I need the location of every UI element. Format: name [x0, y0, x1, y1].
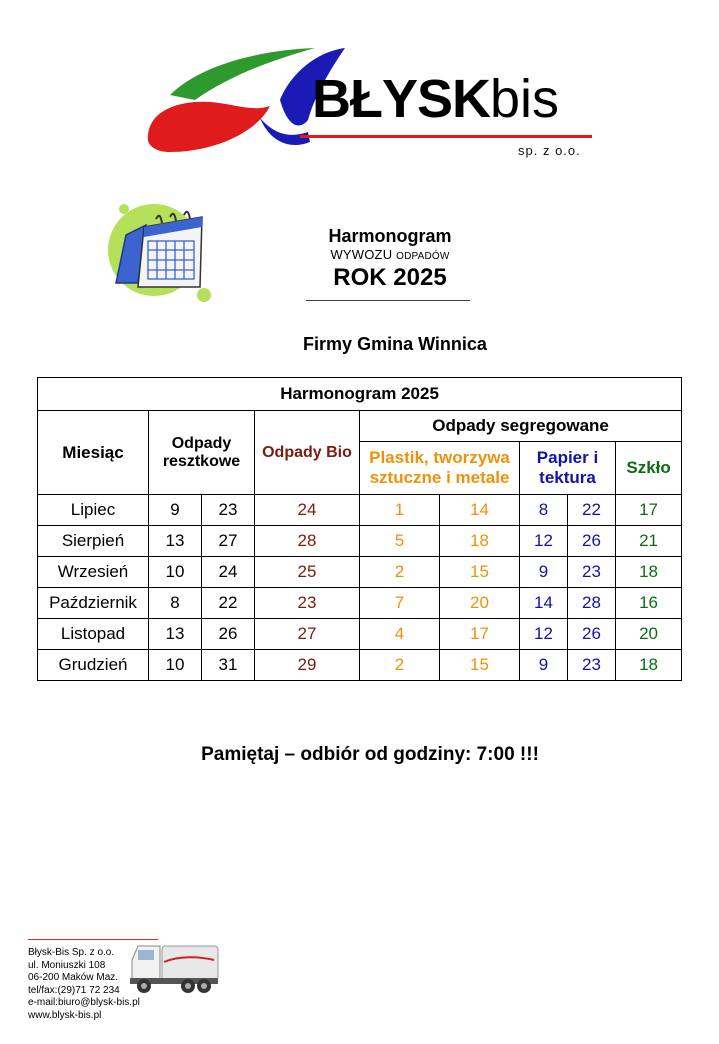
- calendar-icon: [104, 195, 219, 310]
- cell-residual-1: 8: [149, 588, 202, 619]
- cell-residual-1: 13: [149, 619, 202, 650]
- cell-paper-1: 8: [520, 495, 568, 526]
- header-bio: Odpady Bio: [255, 411, 360, 495]
- company-heading: Firmy Gmina Winnica: [303, 334, 487, 354]
- cell-plastic-1: 7: [360, 588, 440, 619]
- table-row: [38, 619, 682, 650]
- footer-website: www.blysk-bis.pl: [28, 1009, 102, 1021]
- cell-bio: 27: [255, 619, 360, 650]
- cell-residual-2: 27: [202, 526, 255, 557]
- cell-plastic-1: 2: [360, 557, 440, 588]
- logo-brand-main: BŁYSK: [312, 69, 491, 129]
- header-month: Miesiąc: [38, 411, 149, 495]
- cell-residual-1: 13: [149, 526, 202, 557]
- footer-company: Błysk-Bis Sp. z o.o.: [28, 947, 115, 958]
- cell-month: Sierpień: [38, 526, 149, 557]
- subtitle-word2: ODPADÓW: [396, 251, 450, 262]
- cell-residual-2: 24: [202, 557, 255, 588]
- cell-residual-1: 9: [149, 495, 202, 526]
- cell-glass: 18: [616, 557, 682, 588]
- cell-residual-2: 22: [202, 588, 255, 619]
- page-year: ROK 2025: [333, 264, 447, 291]
- table-row: [38, 650, 682, 681]
- header-residual: Odpady resztkowe: [149, 411, 255, 495]
- cell-paper-1: 9: [520, 557, 568, 588]
- subtitle-word1: WYWOZU: [330, 247, 393, 262]
- table-row: [38, 495, 682, 526]
- cell-bio: 28: [255, 526, 360, 557]
- cell-paper-1: 9: [520, 650, 568, 681]
- footer-email: e-mail:biuro@blysk-bis.pl: [28, 997, 140, 1009]
- cell-bio: 24: [255, 495, 360, 526]
- cell-paper-2: 22: [568, 495, 616, 526]
- cell-paper-1: 12: [520, 526, 568, 557]
- cell-plastic-1: 5: [360, 526, 440, 557]
- logo-legal-form: sp. z o.o.: [518, 143, 581, 158]
- page-title: Harmonogram: [328, 226, 452, 246]
- cell-paper-2: 26: [568, 526, 616, 557]
- header-glass: Szkło: [616, 442, 682, 495]
- cell-month: Grudzień: [38, 650, 149, 681]
- cell-residual-1: 10: [149, 650, 202, 681]
- logo-brand-suffix: bis: [490, 69, 560, 129]
- cell-month: Wrzesień: [38, 557, 149, 588]
- cell-paper-1: 14: [520, 588, 568, 619]
- cell-plastic-2: 15: [440, 650, 520, 681]
- cell-glass: 17: [616, 495, 682, 526]
- cell-bio: 25: [255, 557, 360, 588]
- cell-month: Lipiec: [38, 495, 149, 526]
- cell-bio: 23: [255, 588, 360, 619]
- cell-paper-2: 23: [568, 650, 616, 681]
- table-row: [38, 588, 682, 619]
- garbage-truck-icon: [128, 938, 220, 996]
- table-title: Harmonogram 2025: [38, 378, 682, 411]
- cell-plastic-2: 14: [440, 495, 520, 526]
- cell-month: Listopad: [38, 619, 149, 650]
- heading-divider: [306, 300, 470, 301]
- logo-wordmark: [312, 69, 560, 129]
- header-segregated: Odpady segregowane: [360, 411, 682, 442]
- cell-glass: 16: [616, 588, 682, 619]
- header-paper: Papier i tektura: [520, 442, 616, 495]
- pickup-time-reminder: Pamiętaj – odbiór od godziny: 7:00 !!!: [201, 744, 539, 765]
- schedule-table: [37, 377, 682, 681]
- footer-phone: tel/fax:(29)71 72 234: [28, 984, 120, 996]
- table-row: [38, 526, 682, 557]
- cell-paper-1: 12: [520, 619, 568, 650]
- cell-glass: 18: [616, 650, 682, 681]
- cell-paper-2: 28: [568, 588, 616, 619]
- cell-plastic-1: 4: [360, 619, 440, 650]
- footer-contact: [28, 947, 140, 1023]
- footer-city: 06-200 Maków Maz.: [28, 972, 119, 984]
- cell-residual-2: 26: [202, 619, 255, 650]
- cell-plastic-2: 15: [440, 557, 520, 588]
- cell-bio: 29: [255, 650, 360, 681]
- cell-glass: 20: [616, 619, 682, 650]
- cell-plastic-2: 18: [440, 526, 520, 557]
- page-subtitle: [300, 247, 480, 262]
- footer-street: ul. Moniuszki 108: [28, 959, 106, 971]
- cell-residual-2: 31: [202, 650, 255, 681]
- cell-paper-2: 23: [568, 557, 616, 588]
- cell-plastic-2: 17: [440, 619, 520, 650]
- cell-residual-1: 10: [149, 557, 202, 588]
- cell-residual-2: 23: [202, 495, 255, 526]
- table-row: [38, 557, 682, 588]
- cell-month: Październik: [38, 588, 149, 619]
- cell-glass: 21: [616, 526, 682, 557]
- cell-plastic-2: 20: [440, 588, 520, 619]
- cell-plastic-1: 1: [360, 495, 440, 526]
- cell-paper-2: 26: [568, 619, 616, 650]
- header-plastic: Plastik, tworzywa sztuczne i metale: [360, 442, 520, 495]
- cell-plastic-1: 2: [360, 650, 440, 681]
